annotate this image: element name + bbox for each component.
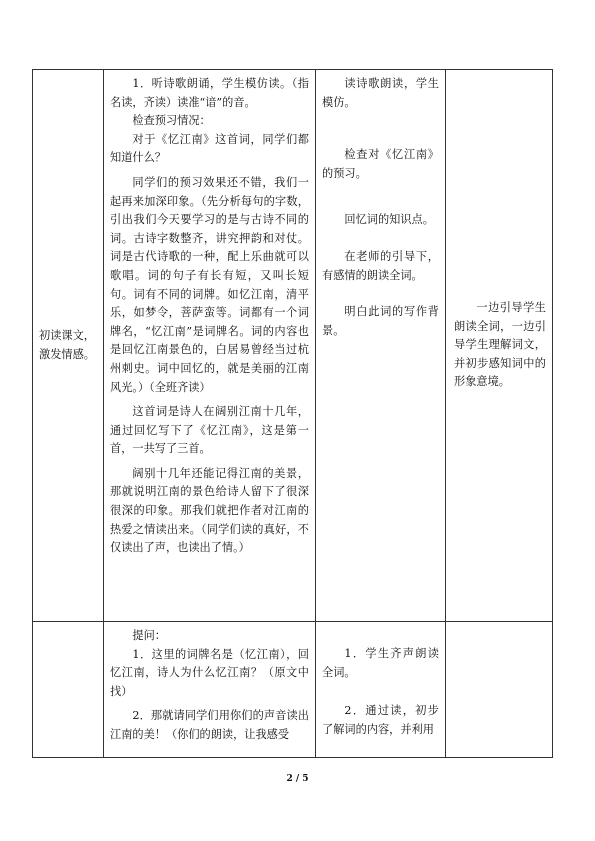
student-activity-cell [316,622,446,758]
student-activity-cell [316,70,446,622]
table-row [33,622,553,758]
teacher-paragraph: 这首词是诗人在阔别江南十几年，通过回忆写下了《忆江南》，这是第一首，一共写了三首。 [110,405,309,456]
teacher-paragraph: 提问： [132,629,166,642]
teacher-paragraph: 1．这里的词牌名是（忆江南），回忆江南，诗人为什么忆江南？（原文中找） [110,647,309,698]
stage-cell [33,70,104,622]
student-paragraph: 读诗歌朗读，学生模仿。 [322,77,439,109]
design-intent-cell [446,622,553,758]
student-paragraph: 在老师的引导下，有感情的朗读全词。 [322,249,439,282]
teacher-paragraph: 检查预习情况： [132,114,211,128]
teacher-activity-cell [104,70,316,622]
table-row [33,70,553,622]
page-number: 2 / 5 [286,774,309,784]
student-paragraph: 1．学生齐声朗读全词。 [322,647,439,679]
student-paragraph: 检查对《忆江南》的预习。 [322,148,439,180]
design-intent-text: 一边引导学生朗读全词，一边引导学生理解词文，并初步感知词中的形象意境。 [454,301,546,389]
teacher-activity-cell [104,622,316,758]
design-intent-cell [446,70,553,622]
student-paragraph: 2．通过读，初步了解词的内容，并利用 [322,704,439,736]
teacher-paragraph: 1．听诗歌朗诵，学生模仿读。（指名读，齐读）读准“谙”的音。 [110,77,309,109]
teacher-paragraph: 2．那就请同学们用你们的声音读出江南的美！（你们的朗读，让我感受 [110,709,309,741]
teacher-paragraph: 同学们的预习效果还不错，我们一起再来加深印象。（先分析每句的字数，引出我们今天要学习的是与古诗不同的词。古诗字数整齐，讲究押韵和对仗。词是古代诗歌的一种，配上乐曲就可以歌唱。词的句子有长有短，又叫长短句。词有不同的词牌。如忆江南，清平乐，如梦令，菩萨蛮等。词都有一个词牌名，“忆江南”是词牌名。词的内容也是回忆江南景色的，白居易曾经当过杭州刺史。词中回忆的，就是美丽的江南风光。）（全班齐读） [110,175,309,394]
student-paragraph: 明白此词的写作背景。 [322,305,439,337]
teacher-paragraph: 阔别十几年还能记得江南的美景，那就说明江南的景色给诗人留下了很深很深的印象。那我们就把作者对江南的热爱之情读出来。（同学们读的真好，不仅读出了声，也读出了情。） [110,466,309,555]
teacher-paragraph: 对于《忆江南》这首词，同学们都知道什么？ [110,132,309,165]
student-paragraph: 回忆词的知识点。 [344,213,434,227]
lesson-plan-table [32,69,553,758]
stage-cell [33,622,104,758]
stage-text: 初读课文，激发情感。 [39,328,95,361]
